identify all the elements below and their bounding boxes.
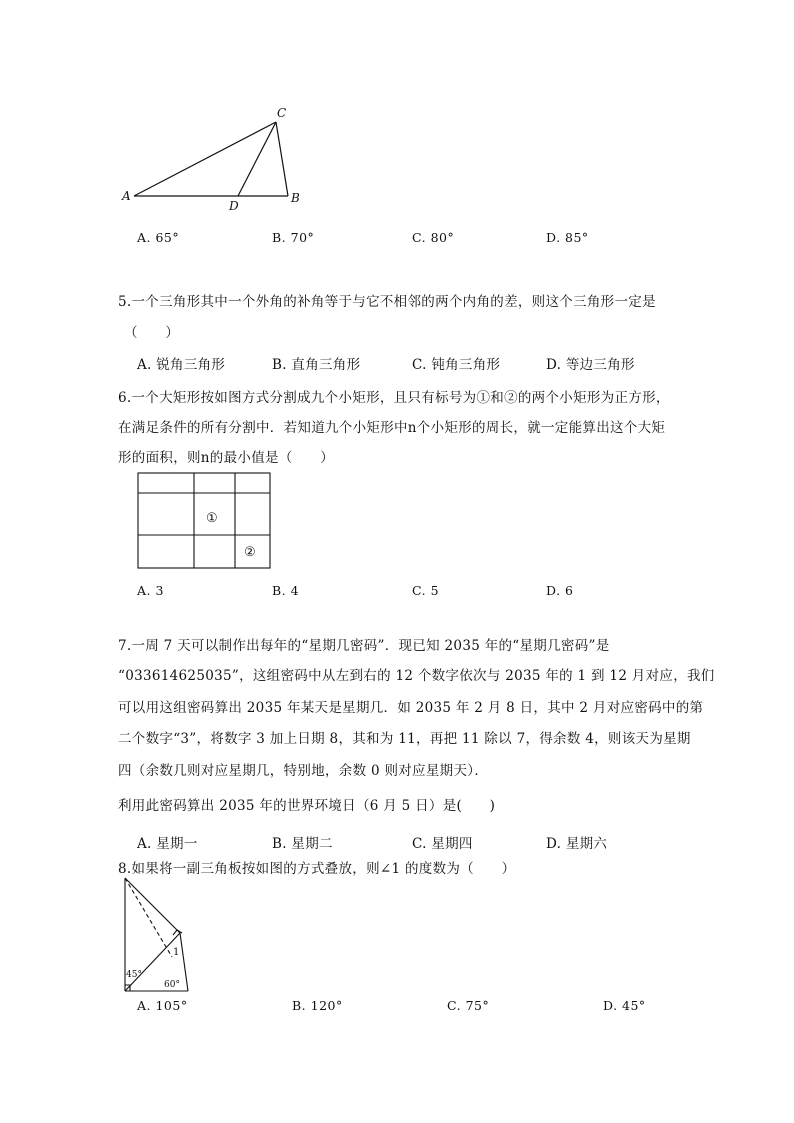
label-c: C <box>277 106 287 120</box>
angle-45-label: 45° <box>126 970 142 980</box>
side-cb <box>276 122 288 196</box>
q8-option-c: C. 75° <box>447 998 490 1013</box>
q6-option-d: D. 6 <box>546 583 574 598</box>
q4-option-d: D. 85° <box>546 230 589 245</box>
q5-stem-line1: 5.一个三角形其中一个外角的补角等于与它不相邻的两个内角的差，则这个三角形一定是 <box>118 294 656 310</box>
q4-triangle-lines <box>134 122 288 196</box>
q7-line1: 7.一周 7 天可以制作出每年的“星期几密码”．现已知 2035 年的“星期几密码”是 <box>118 638 610 654</box>
q7-option-d: D. 星期六 <box>546 836 608 852</box>
q4-option-a: A. 65° <box>137 230 180 245</box>
q7-option-a: A. 星期一 <box>137 836 198 852</box>
square-label-2: ② <box>244 545 256 560</box>
label-a: A <box>122 189 131 203</box>
q8-option-d: D. 45° <box>603 998 646 1013</box>
q7-option-b: B. 星期二 <box>272 836 333 852</box>
q6-stem-line1: 6.一个大矩形按如图方式分割成九个小矩形，且只有标号为①和②的两个小矩形为正方形， <box>118 390 670 406</box>
q7-line2: “033614625035”，这组密码中从左到右的 12 个数字依次与 2035 年的 1 到 12 月对应，我们 <box>118 668 715 684</box>
square45-hypotenuse <box>125 878 180 933</box>
angle-1-label: 1 <box>173 947 180 958</box>
q8-option-b: B. 120° <box>292 998 343 1013</box>
q6-stem-line3: 形的面积，则n的最小值是（ ） <box>118 450 334 466</box>
q6-stem-line2: 在满足条件的所有分割中．若知道九个小矩形中n个小矩形的周长，就一定能算出这个大矩 <box>118 420 666 436</box>
q7-line4: 二个数字“3”，将数字 3 加上日期 8，其和为 11，再把 11 除以 7，得余数 4，则该天为星期 <box>118 731 691 747</box>
q4-triangle-figure <box>0 0 794 230</box>
q5-option-a: A. 锐角三角形 <box>137 357 226 373</box>
q6-option-b: B. 4 <box>272 583 300 598</box>
q7-line5: 四（余数几则对应星期几，特别地，余数 0 则对应星期天）． <box>118 763 489 779</box>
q8-stem: 8.如果将一副三角板按如图的方式叠放，则∠1 的度数为（ ） <box>118 861 516 877</box>
q7-line3: 可以用这组密码算出 2035 年某天是星期几．如 2035 年 2 月 8 日，其中 2 月对应密码中的第 <box>118 700 704 716</box>
q5-option-c: C. 钝角三角形 <box>412 357 501 373</box>
q6-option-a: A. 3 <box>137 583 164 598</box>
q4-option-c: C. 80° <box>412 230 455 245</box>
q5-stem-line2: （ ） <box>124 325 180 341</box>
q7-line6: 利用此密码算出 2035 年的世界环境日（6 月 5 日）是( ) <box>118 798 496 814</box>
angle-60-label: 60° <box>164 980 180 990</box>
segment-cd <box>238 122 276 196</box>
q5-option-b: B. 直角三角形 <box>272 357 361 373</box>
square-label-1: ① <box>206 511 218 526</box>
q5-option-d: D. 等边三角形 <box>546 357 635 373</box>
label-b: B <box>291 191 300 205</box>
q8-set-squares-figure <box>115 873 215 1003</box>
q8-option-a: A. 105° <box>137 998 188 1013</box>
square60-side <box>180 933 188 991</box>
q7-option-c: C. 星期四 <box>412 836 473 852</box>
side-ac <box>134 122 276 196</box>
q6-rectangle-grid-figure <box>130 466 290 576</box>
q6-option-c: C. 5 <box>412 583 440 598</box>
q4-option-b: B. 70° <box>272 230 315 245</box>
label-d: D <box>229 199 239 213</box>
